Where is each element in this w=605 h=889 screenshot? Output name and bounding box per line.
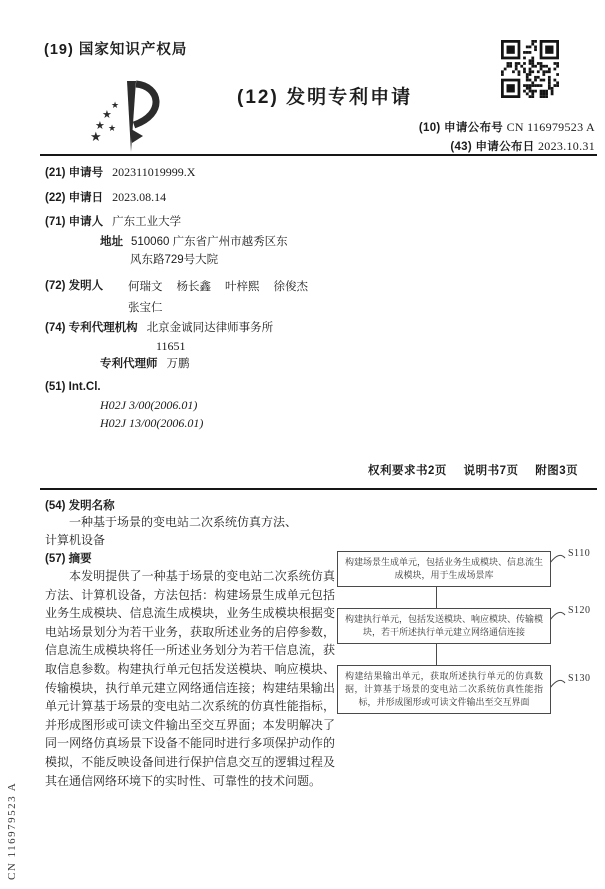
ipc-class: H02J 13/00(2006.01) — [100, 416, 204, 430]
flowchart-step-2 — [337, 605, 599, 644]
inventors-label: (72) 发明人 — [45, 280, 104, 292]
applicant-address — [100, 233, 296, 269]
body-divider — [40, 488, 597, 490]
step-label: S120 — [568, 605, 591, 616]
agency-row — [45, 321, 273, 336]
ipc-class: H02J 3/00(2006.01) — [100, 398, 198, 412]
invention-title-label: (54) 发明名称 — [45, 500, 115, 512]
flow-connector-line — [436, 644, 437, 665]
tag-connector-curve — [550, 553, 566, 565]
pages-info — [368, 462, 578, 478]
step-tag-s110 — [550, 548, 598, 565]
application-date-value: 2023.08.14 — [112, 190, 167, 204]
agent-value: 万鹏 — [166, 358, 190, 370]
publication-date-value: 2023.10.31 — [538, 139, 595, 153]
agent-row — [100, 357, 190, 372]
cnipa-logo-icon — [80, 76, 180, 162]
ipc-row — [45, 380, 110, 395]
flowchart-box: 构建执行单元，包括发送模块、响应模块、传输模块，若干所述执行单元建立网络通信连接 — [337, 608, 551, 644]
step-tag-s130 — [550, 673, 598, 690]
svg-text:★: ★ — [95, 119, 105, 132]
applicant-row — [45, 215, 181, 230]
agency-label: (74) 专利代理机构 — [45, 322, 138, 334]
step-label: S110 — [568, 548, 591, 559]
address-value: 510060 广东省广州市越秀区东风东路729号大院 — [130, 236, 288, 266]
inventor-name: 张宝仁 — [128, 302, 163, 314]
figures-pages: 附图3页 — [535, 465, 579, 477]
invention-title: 一种基于场景的变电站二次系统仿真方法、计算机设备 — [45, 515, 298, 547]
inventors-row — [45, 279, 112, 294]
application-number-label: (21) 申请号 — [45, 167, 104, 179]
flowchart-step-3 — [337, 665, 599, 714]
claims-pages: 权利要求书2页 — [368, 465, 447, 477]
svg-text:★: ★ — [111, 101, 120, 111]
applicant-value: 广东工业大学 — [112, 216, 182, 228]
flowchart-figure — [337, 548, 599, 714]
header-divider — [40, 154, 597, 156]
agency-code: 11651 — [156, 339, 186, 353]
application-date-label: (22) 申请日 — [45, 192, 104, 204]
abstract-text: 本发明提供了一种基于场景的变电站二次系统仿真方法、计算机设备，方法包括：构建场景生成单元包括业务生成模块、信息流生成模块，业务生成模块根据变电站场景划分为若干业务，获取所述业务的启停参数，信息流生成模块将任一所述业务划分为若干信息流，获取信息参数。构建执行单元包括发送模块、响应模块、传输模块，执行单元建立网络通信连接；构建结果输出单元计算基于场景的变电站二次系统的仿真性能指标，并形成图形或可读文件输出至交互界面；本发明解决了同一网络仿真场景下设备不能同时进行多项保护动作的模拟，不能反映设备间进行保护信息交互的逻辑过程及其在通信网络环境下的实时性、可靠性的技术问题。 — [45, 569, 335, 788]
flowchart-box: 构建结果输出单元，获取所述执行单元的仿真数据，计算基于场景的变电站二次系统仿真性能指标，并形成图形或可读文件输出至交互界面 — [337, 665, 551, 714]
svg-text:★: ★ — [90, 130, 102, 145]
inventor-name: 何瑞文 — [128, 281, 163, 293]
description-pages: 说明书7页 — [463, 465, 519, 477]
inventor-name: 杨长鑫 — [176, 281, 211, 293]
flowchart-box: 构建场景生成单元，包括业务生成模块、信息流生成模块，用于生成场景库 — [337, 551, 551, 587]
abstract-label: (57) 摘要 — [45, 553, 92, 565]
applicant-label: (71) 申请人 — [45, 216, 104, 228]
step-label: S130 — [568, 673, 591, 684]
inventor-name: 徐俊杰 — [273, 281, 308, 293]
application-number-row — [45, 165, 195, 181]
application-date-row — [45, 190, 166, 206]
document-type-title: (12) 发明专利申请 — [237, 87, 413, 108]
publication-date-line — [450, 138, 595, 154]
inventor-name: 叶梓熙 — [225, 281, 260, 293]
tag-connector-curve — [550, 678, 566, 690]
svg-text:★: ★ — [102, 108, 112, 121]
tag-connector-curve — [550, 610, 566, 622]
flow-connector-line — [436, 587, 437, 608]
side-publication-code: CN 116979523 A — [6, 781, 18, 880]
publication-number-line — [419, 119, 595, 135]
inventors-list — [128, 278, 324, 317]
flowchart-step-1 — [337, 548, 599, 587]
agent-label: 专利代理师 — [100, 358, 158, 370]
ipc-label: (51) Int.Cl. — [45, 381, 101, 393]
svg-text:★: ★ — [108, 124, 117, 134]
application-number-value: 202311019999.X — [112, 165, 196, 179]
address-label: 地址 — [100, 236, 123, 248]
qr-code-icon — [500, 40, 560, 98]
publication-number-label: (10) 申请公布号 — [418, 122, 504, 134]
step-tag-s120 — [550, 605, 598, 622]
publication-date-label: (43) 申请公布日 — [450, 141, 535, 153]
agency-value: 北京金诚同达律师事务所 — [146, 322, 274, 334]
office-name: (19) 国家知识产权局 — [44, 42, 188, 58]
publication-number-value: CN 116979523 A — [506, 120, 595, 134]
